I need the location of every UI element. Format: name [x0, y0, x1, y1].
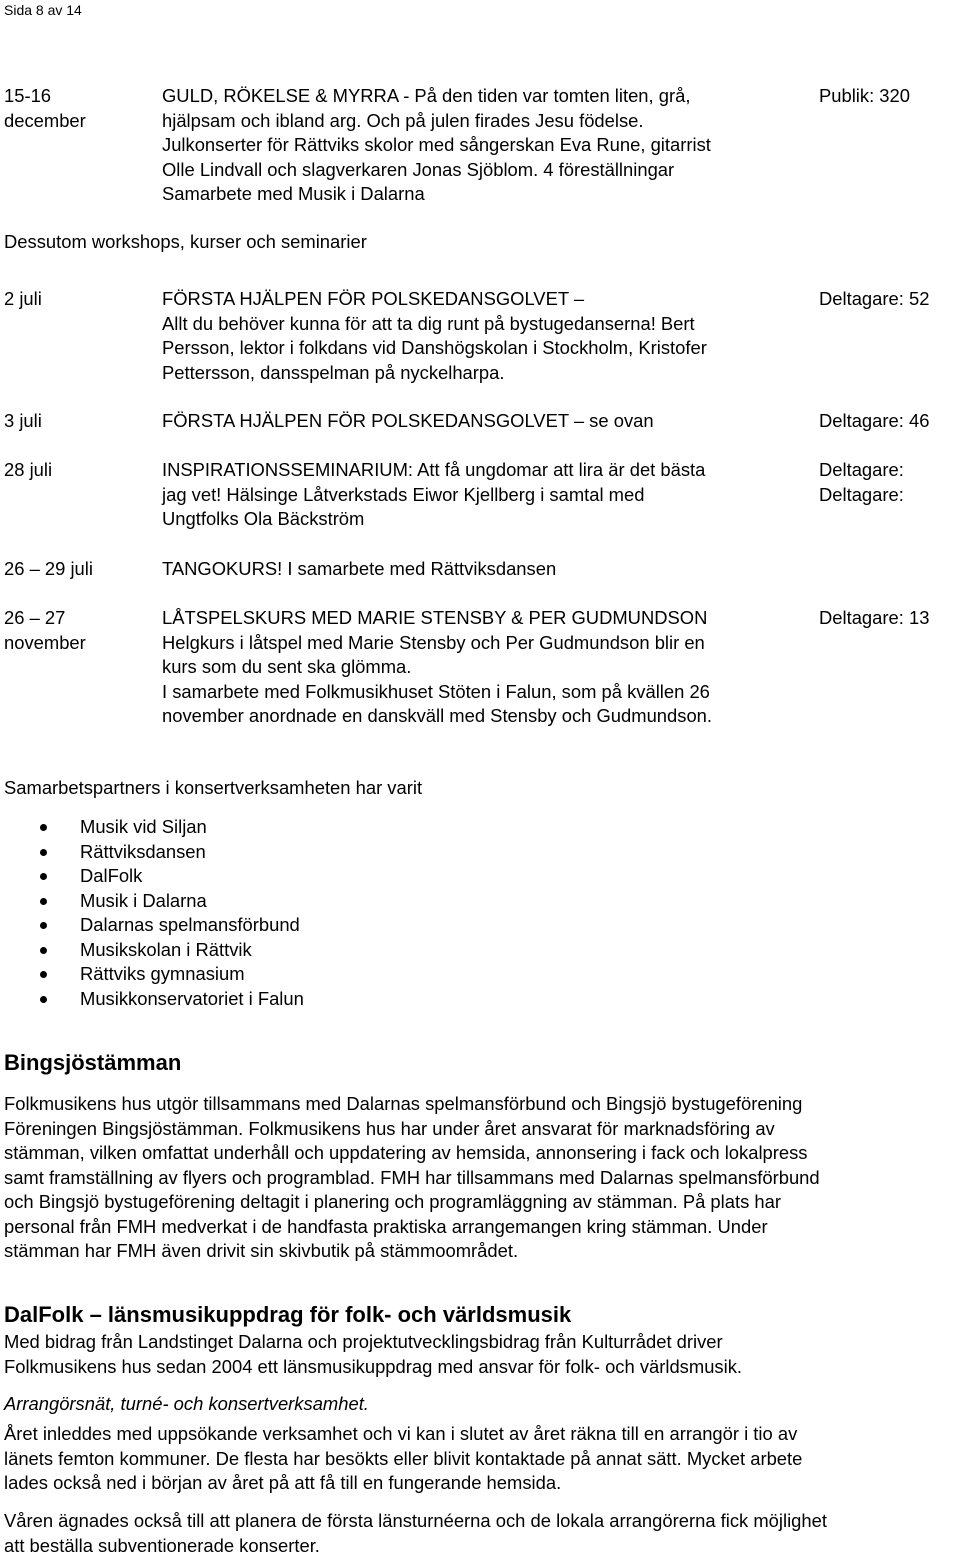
paragraph-line: Föreningen Bingsjöstämman. Folkmusikens hus har under året ansvarat för marknadsföring av	[4, 1117, 959, 1142]
paragraph-line: samt framställning av flyers och programblad. FMH har tillsammans med Dalarnas spelmansförbund	[4, 1166, 959, 1191]
workshop-participants-line: Deltagare: 52	[819, 287, 959, 312]
workshop-description-line: LÅTSPELSKURS MED MARIE STENSBY & PER GUDMUNDSON	[162, 606, 807, 631]
list-item	[40, 864, 304, 889]
event-description-line: Samarbete med Musik i Dalarna	[162, 182, 807, 207]
partner-name: Dalarnas spelmansförbund	[80, 914, 300, 935]
bullet-icon	[40, 849, 47, 856]
workshop-date	[4, 409, 154, 434]
page-number-label: Sida 8 av 14	[4, 2, 82, 18]
list-item	[40, 987, 304, 1012]
workshop-participants	[819, 606, 959, 631]
partner-name: Rättviksdansen	[80, 841, 206, 862]
bullet-icon	[40, 898, 47, 905]
workshop-description-line: Allt du behöver kunna för att ta dig runt på bystugedanserna! Bert	[162, 312, 807, 337]
bingsjo-paragraph	[4, 1092, 959, 1264]
event-description	[162, 84, 807, 207]
partner-name: Musikskolan i Rättvik	[80, 939, 252, 960]
list-item	[40, 913, 304, 938]
dalfolk-heading: DalFolk – länsmusikuppdrag för folk- och världsmusik	[4, 1302, 571, 1328]
list-item	[40, 938, 304, 963]
list-item	[40, 840, 304, 865]
workshops-heading: Dessutom workshops, kurser och seminarier	[4, 230, 367, 255]
workshop-participants-line: Deltagare:	[819, 483, 959, 508]
paragraph-line: Folkmusikens hus utgör tillsammans med Dalarnas spelmansförbund och Bingsjö bystugeförening	[4, 1092, 959, 1117]
workshop-description	[162, 409, 807, 434]
partner-name: Musik i Dalarna	[80, 890, 207, 911]
workshop-participants	[819, 409, 959, 434]
bullet-icon	[40, 824, 47, 831]
workshop-date	[4, 557, 154, 582]
paragraph-line: och Bingsjö bystugeförening deltagit i planering och programläggning av stämman. På plats har	[4, 1190, 959, 1215]
paragraph-line: Året inleddes med uppsökande verksamhet och vi kan i slutet av året räkna till en arrangör i tio av	[4, 1422, 959, 1447]
partners-title: Samarbetspartners i konsertverksamheten har varit	[4, 777, 422, 799]
workshop-description-line: FÖRSTA HJÄLPEN FÖR POLSKEDANSGOLVET – se ovan	[162, 409, 807, 434]
event-audience: Publik: 320	[819, 84, 959, 109]
workshop-description-line: I samarbete med Folkmusikhuset Stöten i Falun, som på kvällen 26	[162, 680, 807, 705]
event-date-line: december	[4, 109, 154, 134]
workshop-date-line: november	[4, 631, 154, 656]
workshop-description-line: INSPIRATIONSSEMINARIUM: Att få ungdomar att lira är det bästa	[162, 458, 807, 483]
paragraph-line: stämman har FMH även drivit sin skivbutik på stämmoområdet.	[4, 1239, 959, 1264]
event-description-line: Julkonserter för Rättviks skolor med sångerskan Eva Rune, gitarrist	[162, 133, 807, 158]
dalfolk-paragraph-2	[4, 1509, 959, 1558]
bullet-icon	[40, 922, 47, 929]
partners-list	[40, 815, 304, 1011]
workshop-description	[162, 606, 807, 729]
workshop-date-line: 28 juli	[4, 458, 154, 483]
workshop-description-line: Ungtfolks Ola Bäckström	[162, 507, 807, 532]
partner-name: Musikkonservatoriet i Falun	[80, 988, 304, 1009]
dalfolk-paragraph-1	[4, 1422, 959, 1496]
workshop-participants	[819, 287, 959, 312]
paragraph-line: stämman, vilken omfattat underhåll och uppdatering av hemsida, annonsering i fack och lokalpress	[4, 1141, 959, 1166]
bullet-icon	[40, 996, 47, 1003]
paragraph-line: Våren ägnades också till att planera de första länsturnéerna och de lokala arrangörerna fick möjlighet	[4, 1509, 959, 1534]
list-item	[40, 962, 304, 987]
workshop-description-line: november anordnade en danskväll med Stensby och Gudmundson.	[162, 704, 807, 729]
workshop-date-line: 3 juli	[4, 409, 154, 434]
dalfolk-intro	[4, 1330, 959, 1379]
workshop-participants-line: Deltagare:	[819, 458, 959, 483]
event-description-line: Olle Lindvall och slagverkaren Jonas Sjöblom. 4 föreställningar	[162, 158, 807, 183]
event-date	[4, 84, 154, 133]
event-date-line: 15-16	[4, 84, 154, 109]
workshop-description	[162, 557, 807, 582]
bullet-icon	[40, 873, 47, 880]
workshop-description-line: Helgkurs i låtspel med Marie Stensby och Per Gudmundson blir en	[162, 631, 807, 656]
workshop-description	[162, 458, 807, 532]
partner-name: Rättviks gymnasium	[80, 963, 245, 984]
paragraph-line: Folkmusikens hus sedan 2004 ett länsmusikuppdrag med ansvar för folk- och världsmusik.	[4, 1355, 959, 1380]
workshop-description-line: kurs som du sent ska glömma.	[162, 655, 807, 680]
event-description-line: GULD, RÖKELSE & MYRRA - På den tiden var tomten liten, grå,	[162, 84, 807, 109]
workshop-participants-line: Deltagare: 13	[819, 606, 959, 631]
workshop-description-line: Persson, lektor i folkdans vid Danshögskolan i Stockholm, Kristofer	[162, 336, 807, 361]
list-item	[40, 889, 304, 914]
list-item	[40, 815, 304, 840]
workshop-date-line: 2 juli	[4, 287, 154, 312]
workshop-date	[4, 606, 154, 655]
workshop-date	[4, 287, 154, 312]
workshop-participants-line: Deltagare: 46	[819, 409, 959, 434]
workshop-description-line: jag vet! Hälsinge Låtverkstads Eiwor Kjellberg i samtal med	[162, 483, 807, 508]
dalfolk-subheading: Arrangörsnät, turné- och konsertverksamhet.	[4, 1392, 959, 1417]
workshop-participants	[819, 458, 959, 507]
partner-name: Musik vid Siljan	[80, 816, 207, 837]
paragraph-line: Med bidrag från Landstinget Dalarna och projektutvecklingsbidrag från Kulturrådet driver	[4, 1330, 959, 1355]
workshop-date-line: 26 – 29 juli	[4, 557, 154, 582]
workshop-description-line: FÖRSTA HJÄLPEN FÖR POLSKEDANSGOLVET –	[162, 287, 807, 312]
paragraph-line: personal från FMH medverkat i de handfasta praktiska arrangemangen kring stämman. Under	[4, 1215, 959, 1240]
workshop-description	[162, 287, 807, 385]
workshop-description-line: TANGOKURS! I samarbete med Rättviksdansen	[162, 557, 807, 582]
event-description-line: hjälpsam och ibland arg. Och på julen firades Jesu födelse.	[162, 109, 807, 134]
bullet-icon	[40, 971, 47, 978]
partner-name: DalFolk	[80, 865, 142, 886]
paragraph-line: länets femton kommuner. De flesta har besökts eller blivit kontaktade på annat sätt. Mycket arbete	[4, 1447, 959, 1472]
paragraph-line: lades också ned i början av året på att få till en fungerande hemsida.	[4, 1471, 959, 1496]
workshop-description-line: Pettersson, dansspelman på nyckelharpa.	[162, 361, 807, 386]
paragraph-line: att beställa subventionerade konserter.	[4, 1534, 959, 1558]
workshop-date	[4, 458, 154, 483]
bingsjo-heading: Bingsjöstämman	[4, 1050, 181, 1076]
workshop-date-line: 26 – 27	[4, 606, 154, 631]
bullet-icon	[40, 947, 47, 954]
